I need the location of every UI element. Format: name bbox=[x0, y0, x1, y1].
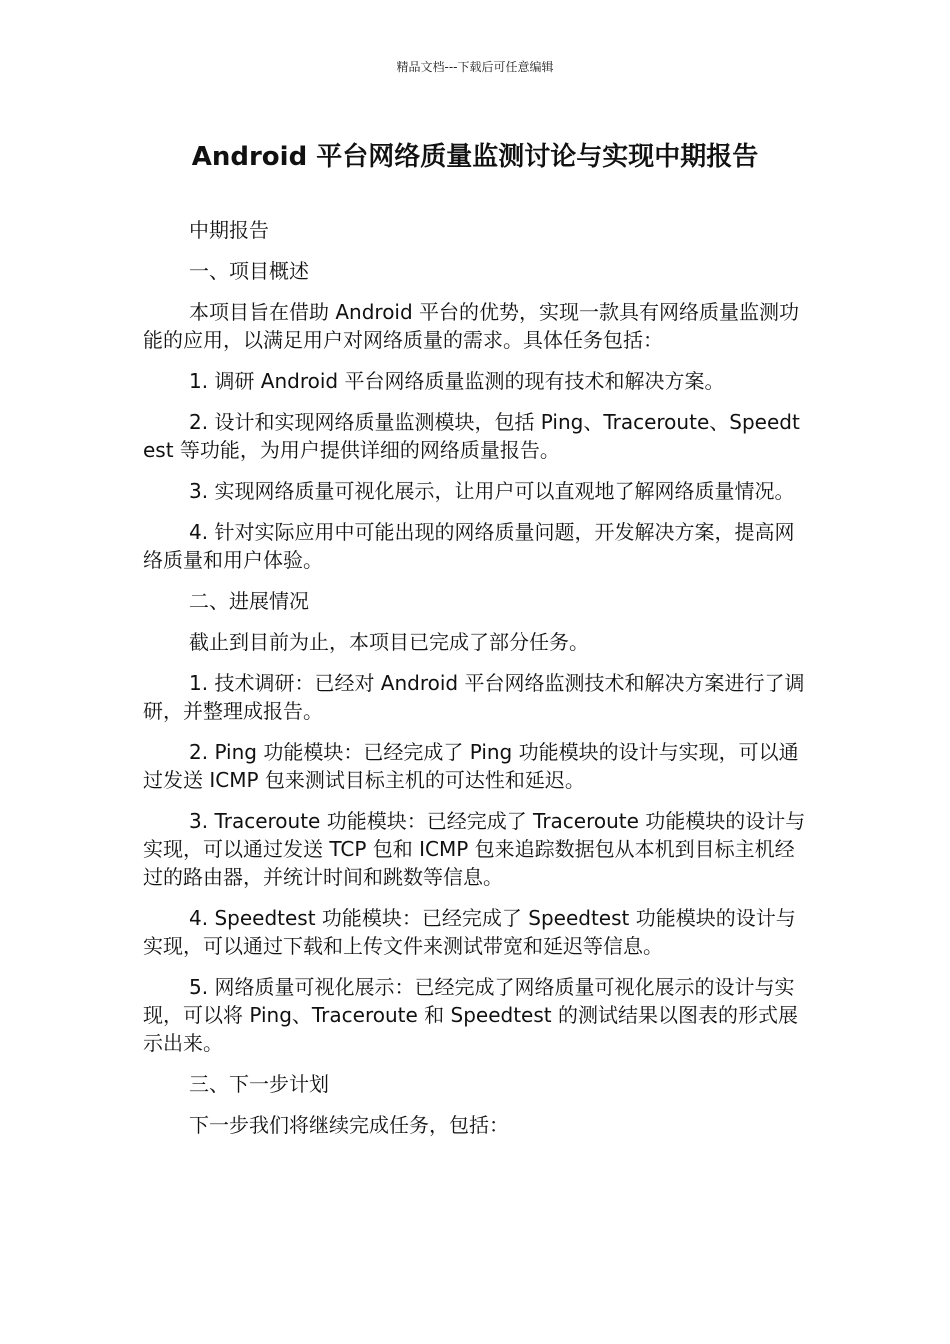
paragraph-overview: 本项目旨在借助 Android 平台的优势，实现一款具有网络质量监测功能的应用，以满足用户对网络质量的需求。具体任务包括： bbox=[143, 300, 800, 352]
document-title: Android 平台网络质量监测讨论与实现中期报告 bbox=[191, 142, 759, 172]
paragraph-next-plan: 下一步我们将继续完成任务，包括： bbox=[189, 1113, 509, 1137]
task-item-1: 1. 调研 Android 平台网络质量监测的现有技术和解决方案。 bbox=[189, 369, 725, 393]
task-item-2: 2. 设计和实现网络质量监测模块，包括 Ping、Traceroute、Speedtest 等功能，为用户提供详细的网络质量报告。 bbox=[143, 410, 800, 462]
page-header-note: 精品文档---下载后可任意编辑 bbox=[396, 60, 554, 74]
progress-item-1: 1. 技术调研：已经对 Android 平台网络监测技术和解决方案进行了调研，并整理成报告。 bbox=[143, 671, 805, 723]
progress-item-3: 3. Traceroute 功能模块：已经完成了 Traceroute 功能模块的设计与实现，可以通过发送 TCP 包和 ICMP 包来追踪数据包从本机到目标主机经过的路由器，并统计时间和跳数等信息。 bbox=[143, 809, 806, 889]
progress-item-5: 5. 网络质量可视化展示：已经完成了网络质量可视化展示的设计与实现，可以将 Ping、Traceroute 和 Speedtest 的测试结果以图表的形式展示出来。 bbox=[143, 975, 798, 1055]
section-heading-overview: 一、项目概述 bbox=[189, 259, 309, 283]
section-heading-next-plan: 三、下一步计划 bbox=[189, 1072, 329, 1096]
task-item-3: 3. 实现网络质量可视化展示，让用户可以直观地了解网络质量情况。 bbox=[189, 479, 795, 503]
section-heading-progress: 二、进展情况 bbox=[189, 589, 309, 613]
document-body bbox=[143, 216, 807, 1152]
progress-item-4: 4. Speedtest 功能模块：已经完成了 Speedtest 功能模块的设计与实现，可以通过下载和上传文件来测试带宽和延迟等信息。 bbox=[143, 906, 796, 958]
heading-midterm-report: 中期报告 bbox=[189, 218, 269, 242]
paragraph-progress-intro: 截止到目前为止，本项目已完成了部分任务。 bbox=[189, 630, 589, 654]
task-item-4: 4. 针对实际应用中可能出现的网络质量问题，开发解决方案，提高网络质量和用户体验。 bbox=[143, 520, 795, 572]
progress-item-2: 2. Ping 功能模块：已经完成了 Ping 功能模块的设计与实现，可以通过发送 ICMP 包来测试目标主机的可达性和延迟。 bbox=[143, 740, 799, 792]
